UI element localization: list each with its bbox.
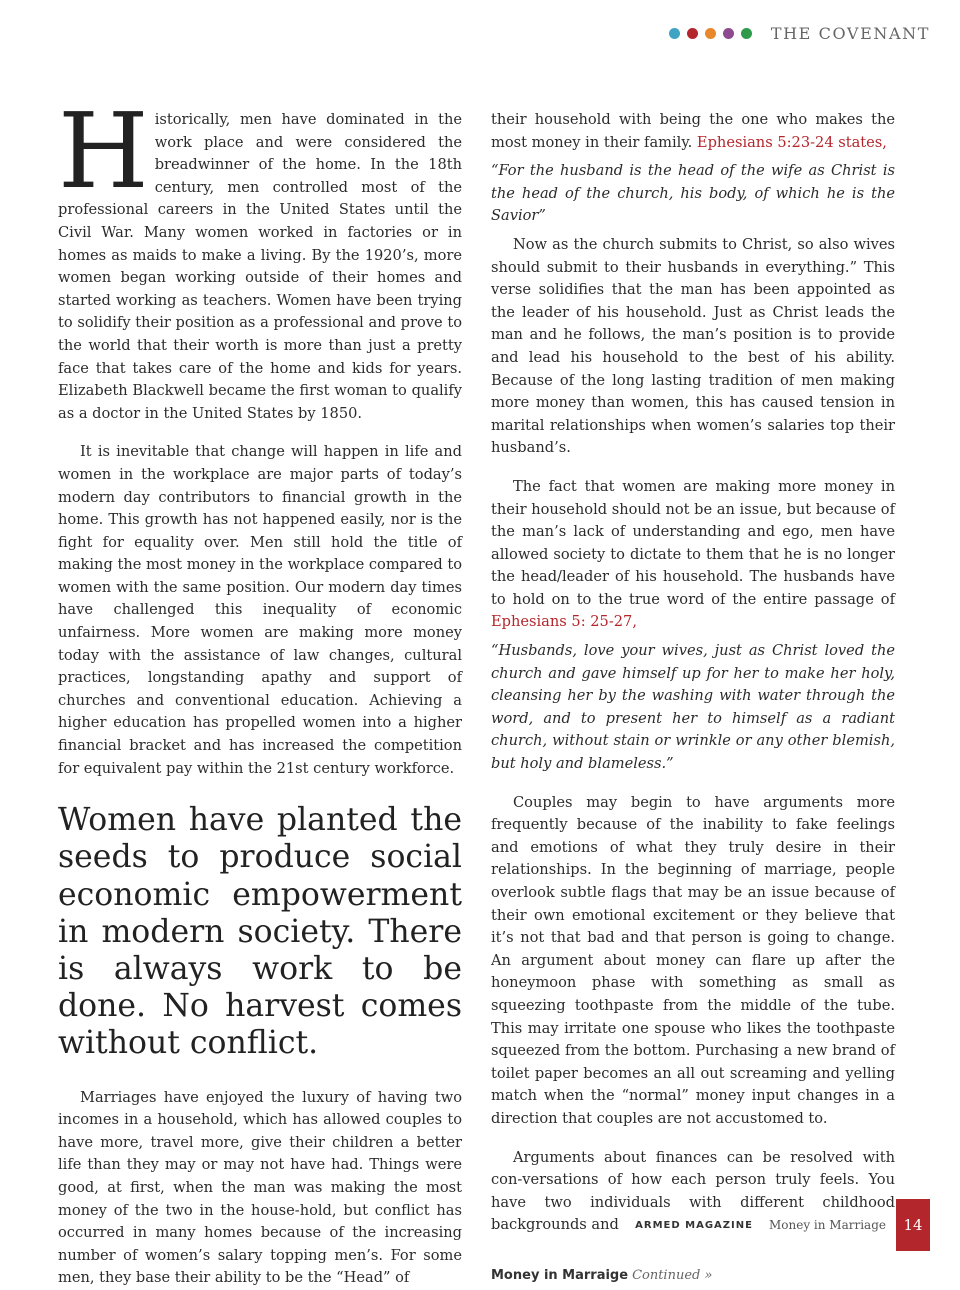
page-footer — [635, 1199, 930, 1251]
body-paragraph: Now as the church submits to Christ, so also wives should submit to their husbands in everything.” This verse solidifies that the man has been appointed as the leader of his household. Just as Christ leads the man and he follows, the man’s position is to provide and lead his household to the best of his ability. Because of the long lasting tradition of men making more money than women, this has caused tension in marital relationships when women’s salaries top their husband’s. — [491, 235, 895, 457]
paragraph-text: The fact that women are making more money in their household should not be an issue, but because of the man’s lack of understanding and ego, men have allowed society to dictate to them that he is no longer the head/leader of his household. The husbands have to hold on to the true word of the entire passage of — [491, 477, 895, 608]
decor-dot-green — [741, 28, 752, 39]
continued-link[interactable]: Continued » — [632, 1267, 713, 1283]
scripture-reference: Ephesians 5: 25-27, — [491, 613, 637, 631]
body-paragraph: Couples may begin to have arguments more frequently because of the inability to fake feelings and emotions of what they truly desire in their relationships. In the beginning of marriage, people overlook subtle flags that may be an issue because of their own emotional excitement or they believe that it’s not that bad and that person is going to change. An argument about money can flare up after the honeymoon phase with something as small as squeezing toothpaste from the middle of the tube. This may irritate one spouse who likes the toothpaste squeezed from the bottom. Purchasing a new brand of toilet paper becomes an all out screaming and yelling match when the “normal” money input changes in a direction that couples are not accustomed to. — [491, 793, 895, 1127]
continued-note — [491, 1265, 895, 1288]
left-column — [58, 90, 462, 1290]
body-paragraph: It is inevitable that change will happen in life and women in the workplace are major parts of today’s modern day contributors to financial growth in the home. This growth has not happened easily, nor is the fight for equality over. Men still hold the title of making the most money in the workplace compared to women with the same position. Our modern day times have challenged this inequality of economic unfairness. More women are making more money today with the assistance of law changes, cultural practices, longstanding apathy and support of churches and conventional education. Achieving a higher education has propelled women into a higher financial bracket and has increased the competition for equivalent pay within the 21st century workforce. — [58, 443, 462, 777]
pull-quote: Women have planted the seeds to produce social economic empowerment in modern society. There is always work to be done. No harvest comes without conflict. — [58, 802, 462, 1062]
paragraph-text: their household with being the one who makes the most money in their family. — [491, 111, 895, 151]
magazine-name: ARMED MAGAZINE — [635, 1219, 753, 1231]
body-paragraph — [491, 476, 895, 634]
page-header — [669, 24, 930, 43]
decor-dot-blue — [669, 28, 680, 39]
body-paragraph: Arguments about finances can be resolved with con-versations of how each person truly feels. You have two individuals with different childhood backgrounds and — [491, 1148, 895, 1234]
scripture-quote: “For the husband is the head of the wife as Christ is the head of the church, his body, of which he is the Savior” — [491, 162, 895, 225]
body-paragraph: Marriages have enjoyed the luxury of having two incomes in a household, which has allowed couples to have more, travel more, give their children a better life than they may or may not have had. Things were good, at first, when the man was making the most money of the two in the house-hold, but conflict has occurred in many homes because of the increasing number of women’s salary topping men’s. For some men, they base their ability to be the “Head” of — [58, 1088, 462, 1287]
continued-label: Money in Marraige — [491, 1267, 629, 1283]
drop-cap: H — [58, 90, 149, 212]
decor-dot-red — [687, 28, 698, 39]
scripture-quote: “Husbands, love your wives, just as Christ loved the church and gave himself up for her to make her holy, cleansing her by the washing with water through the word, and to present her to himself as a radiant church, without stain or wrinkle or any other blemish, but holy and blameless.” — [491, 642, 895, 773]
footer-article-title: Money in Marriage — [768, 1218, 886, 1232]
intro-text: istorically, men have dominated in the work place and were considered the breadwinner of the home. In the 18th century, men controlled most of the professional careers in the United States until the Civil War. Many women worked in factories or in homes as maids to make a living. By the 1920’s, more women began working outside of their homes and started working as teachers. Women have been trying to solidify their position as a professional and prove to the world that their worth is more than just a pretty face that takes care of the home and kids for years. Elizabeth Blackwell became the first woman to qualify as a doctor in the United States by 1850. — [58, 111, 462, 422]
intro-paragraph — [58, 90, 462, 425]
right-column — [491, 109, 895, 1288]
body-paragraph — [491, 109, 895, 154]
decor-dot-orange — [705, 28, 716, 39]
page-number: 14 — [896, 1199, 930, 1251]
scripture-reference: Ephesians 5:23-24 states, — [696, 133, 887, 151]
section-title: THE COVENANT — [770, 24, 930, 43]
decor-dot-purple — [723, 28, 734, 39]
